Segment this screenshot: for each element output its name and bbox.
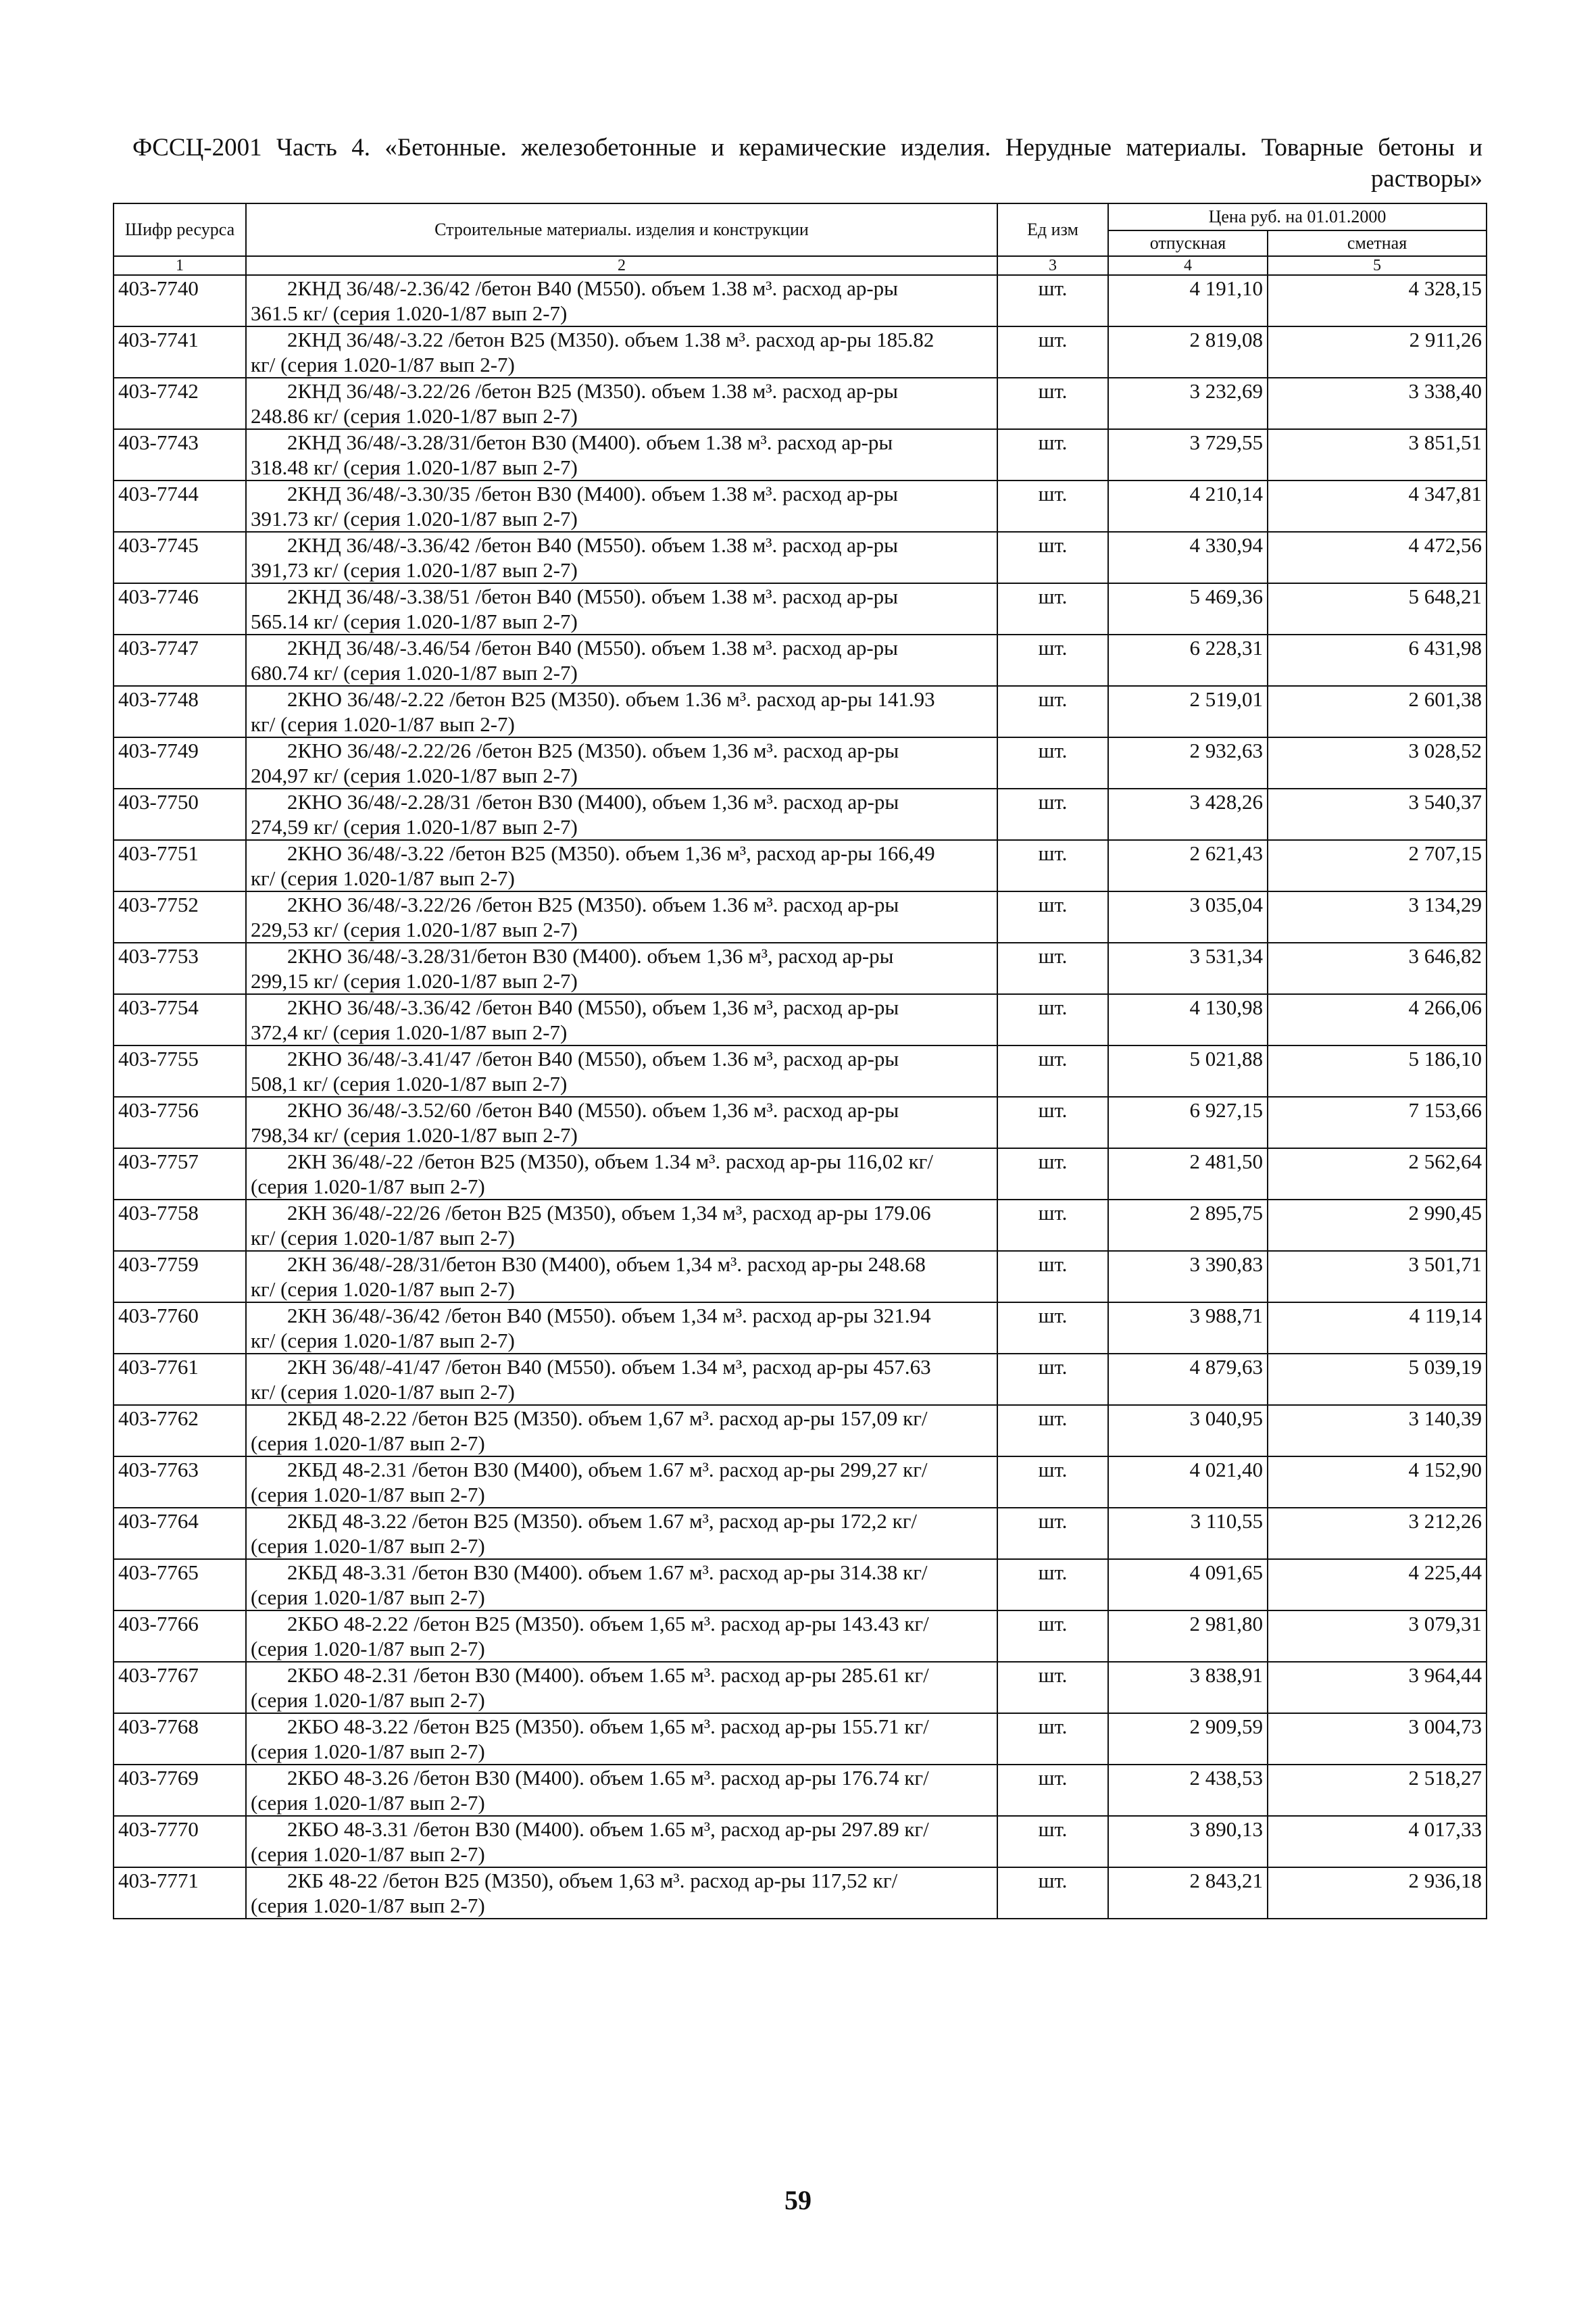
price-estimate: 7 153,66	[1268, 1097, 1487, 1148]
price-estimate: 3 212,26	[1268, 1508, 1487, 1559]
price-release: 2 909,59	[1108, 1713, 1268, 1765]
description-line-1: 2КНО 36/48/-3.22 /бетон В25 (М350). объем 1,36 м³, расход ар-ры 166,49	[287, 841, 935, 865]
price-release: 4 021,40	[1108, 1456, 1268, 1508]
table-row	[114, 275, 1487, 326]
price-estimate: 2 707,15	[1268, 840, 1487, 891]
resource-code: 403-7768	[114, 1713, 246, 1765]
material-description	[246, 1867, 997, 1919]
table-body	[114, 275, 1487, 1919]
material-description	[246, 1405, 997, 1456]
description-line-1: 2КНО 36/48/-2.22 /бетон В25 (М350). объем 1.36 м³. расход ар-ры 141.93	[287, 687, 935, 711]
resource-code: 403-7753	[114, 943, 246, 994]
material-description	[246, 1200, 997, 1251]
col-number-5: 5	[1268, 256, 1487, 275]
unit-of-measure: шт.	[997, 1867, 1108, 1919]
table-row	[114, 1713, 1487, 1765]
price-estimate: 2 911,26	[1268, 326, 1487, 378]
resource-code: 403-7746	[114, 583, 246, 635]
price-release: 2 438,53	[1108, 1765, 1268, 1816]
col-header-code: Шифр ресурса	[114, 203, 246, 256]
material-description	[246, 1045, 997, 1097]
unit-of-measure: шт.	[997, 326, 1108, 378]
resource-code: 403-7755	[114, 1045, 246, 1097]
material-description	[246, 1765, 997, 1816]
price-release: 2 981,80	[1108, 1610, 1268, 1662]
price-estimate: 4 119,14	[1268, 1302, 1487, 1354]
col-header-price-release: отпускная	[1108, 230, 1268, 256]
material-description	[246, 1097, 997, 1148]
material-description	[246, 481, 997, 532]
table-row	[114, 1867, 1487, 1919]
unit-of-measure: шт.	[997, 1097, 1108, 1148]
col-number-3: 3	[997, 256, 1108, 275]
unit-of-measure: шт.	[997, 1713, 1108, 1765]
resource-code: 403-7748	[114, 686, 246, 737]
resource-code: 403-7747	[114, 635, 246, 686]
resource-code: 403-7771	[114, 1867, 246, 1919]
unit-of-measure: шт.	[997, 275, 1108, 326]
col-header-name: Строительные материалы. изделия и конструкции	[246, 203, 997, 256]
resource-code: 403-7756	[114, 1097, 246, 1148]
table-row	[114, 1816, 1487, 1867]
table-row	[114, 1045, 1487, 1097]
description-line-1: 2КНД 36/48/-3.30/35 /бетон В30 (М400). объем 1.38 м³. расход ар-ры	[287, 482, 899, 506]
price-release: 2 819,08	[1108, 326, 1268, 378]
description-line-2: кг/ (серия 1.020-1/87 вып 2-7)	[251, 1380, 515, 1404]
price-estimate: 2 518,27	[1268, 1765, 1487, 1816]
material-description	[246, 1713, 997, 1765]
description-line-2: кг/ (серия 1.020-1/87 вып 2-7)	[251, 1226, 515, 1250]
price-release: 4 210,14	[1108, 481, 1268, 532]
resource-code: 403-7745	[114, 532, 246, 583]
price-estimate: 3 851,51	[1268, 429, 1487, 481]
unit-of-measure: шт.	[997, 635, 1108, 686]
description-line-2: (серия 1.020-1/87 вып 2-7)	[251, 1894, 485, 1917]
unit-of-measure: шт.	[997, 840, 1108, 891]
table-row	[114, 994, 1487, 1045]
price-release: 3 428,26	[1108, 789, 1268, 840]
table-row	[114, 1097, 1487, 1148]
resource-code: 403-7740	[114, 275, 246, 326]
table-row	[114, 1302, 1487, 1354]
table-row	[114, 1200, 1487, 1251]
description-line-1: 2КНО 36/48/-2.22/26 /бетон В25 (М350). объем 1,36 м³. расход ар-ры	[287, 739, 899, 762]
unit-of-measure: шт.	[997, 1508, 1108, 1559]
description-line-1: 2КБД 48-3.22 /бетон В25 (М350). объем 1.67 м³, расход ар-ры 172,2 кг/	[287, 1509, 918, 1533]
description-line-2: (серия 1.020-1/87 вып 2-7)	[251, 1585, 485, 1609]
description-line-2: 248.86 кг/ (серия 1.020-1/87 вып 2-7)	[251, 404, 578, 428]
unit-of-measure: шт.	[997, 789, 1108, 840]
resource-code: 403-7743	[114, 429, 246, 481]
price-estimate: 4 152,90	[1268, 1456, 1487, 1508]
unit-of-measure: шт.	[997, 583, 1108, 635]
unit-of-measure: шт.	[997, 1456, 1108, 1508]
price-release: 6 927,15	[1108, 1097, 1268, 1148]
description-line-1: 2КБО 48-2.22 /бетон В25 (М350). объем 1,65 м³. расход ар-ры 143.43 кг/	[287, 1612, 929, 1635]
resource-code: 403-7752	[114, 891, 246, 943]
price-release: 3 729,55	[1108, 429, 1268, 481]
resource-code: 403-7760	[114, 1302, 246, 1354]
description-line-1: 2КНО 36/48/-3.41/47 /бетон В40 (М550), объем 1.36 м³, расход ар-ры	[287, 1047, 899, 1070]
description-line-1: 2КБО 48-3.26 /бетон В30 (М400). объем 1.65 м³. расход ар-ры 176.74 кг/	[287, 1766, 929, 1790]
unit-of-measure: шт.	[997, 1251, 1108, 1302]
col-header-unit: Ед изм	[997, 203, 1108, 256]
description-line-1: 2КБД 48-2.22 /бетон В25 (М350). объем 1,67 м³. расход ар-ры 157,09 кг/	[287, 1406, 928, 1430]
price-estimate: 4 225,44	[1268, 1559, 1487, 1610]
description-line-1: 2КБД 48-3.31 /бетон В30 (М400). объем 1.67 м³. расход ар-ры 314.38 кг/	[287, 1560, 928, 1584]
table-row	[114, 1662, 1487, 1713]
description-line-1: 2КНО 36/48/-3.36/42 /бетон В40 (М550), объем 1,36 м³, расход ар-ры	[287, 995, 899, 1019]
description-line-2: (серия 1.020-1/87 вып 2-7)	[251, 1842, 485, 1866]
material-description	[246, 737, 997, 789]
material-description	[246, 1456, 997, 1508]
price-release: 2 932,63	[1108, 737, 1268, 789]
resource-code: 403-7754	[114, 994, 246, 1045]
description-line-1: 2КНД 36/48/-3.38/51 /бетон В40 (М550). объем 1.38 м³. расход ар-ры	[287, 585, 899, 608]
price-release: 3 390,83	[1108, 1251, 1268, 1302]
description-line-1: 2КНД 36/48/-3.36/42 /бетон В40 (М550). объем 1.38 м³. расход ар-ры	[287, 533, 899, 557]
description-line-2: (серия 1.020-1/87 вып 2-7)	[251, 1740, 485, 1763]
price-estimate: 3 028,52	[1268, 737, 1487, 789]
unit-of-measure: шт.	[997, 532, 1108, 583]
price-release: 3 838,91	[1108, 1662, 1268, 1713]
resource-code: 403-7744	[114, 481, 246, 532]
price-estimate: 3 338,40	[1268, 378, 1487, 429]
col-number-1: 1	[114, 256, 246, 275]
resource-code: 403-7769	[114, 1765, 246, 1816]
description-line-1: 2КН 36/48/-36/42 /бетон В40 (М550). объем 1,34 м³. расход ар-ры 321.94	[287, 1304, 931, 1327]
price-release: 3 232,69	[1108, 378, 1268, 429]
description-line-1: 2КН 36/48/-22/26 /бетон В25 (М350), объем 1,34 м³, расход ар-ры 179.06	[287, 1201, 931, 1225]
table-row	[114, 481, 1487, 532]
table-row	[114, 1251, 1487, 1302]
unit-of-measure: шт.	[997, 1816, 1108, 1867]
description-line-1: 2КБ 48-22 /бетон В25 (М350), объем 1,63 м³. расход ар-ры 117,52 кг/	[287, 1869, 898, 1892]
price-estimate: 4 266,06	[1268, 994, 1487, 1045]
price-release: 3 988,71	[1108, 1302, 1268, 1354]
table-row	[114, 635, 1487, 686]
unit-of-measure: шт.	[997, 1148, 1108, 1200]
table-row	[114, 1148, 1487, 1200]
table-row	[114, 429, 1487, 481]
price-release: 4 191,10	[1108, 275, 1268, 326]
price-release: 6 228,31	[1108, 635, 1268, 686]
page-number: 59	[784, 2185, 812, 2215]
col-header-price-group: Цена руб. на 01.01.2000	[1108, 203, 1487, 230]
table-row	[114, 532, 1487, 583]
description-line-1: 2КНД 36/48/-3.22/26 /бетон В25 (М350). объем 1.38 м³. расход ар-ры	[287, 379, 899, 403]
price-estimate: 3 964,44	[1268, 1662, 1487, 1713]
description-line-2: 229,53 кг/ (серия 1.020-1/87 вып 2-7)	[251, 918, 578, 941]
unit-of-measure: шт.	[997, 1765, 1108, 1816]
table-row	[114, 737, 1487, 789]
resource-code: 403-7765	[114, 1559, 246, 1610]
unit-of-measure: шт.	[997, 1559, 1108, 1610]
price-table	[113, 203, 1487, 1919]
col-number-4: 4	[1108, 256, 1268, 275]
unit-of-measure: шт.	[997, 1662, 1108, 1713]
price-estimate: 2 936,18	[1268, 1867, 1487, 1919]
resource-code: 403-7749	[114, 737, 246, 789]
material-description	[246, 943, 997, 994]
table-row	[114, 1354, 1487, 1405]
resource-code: 403-7761	[114, 1354, 246, 1405]
description-line-2: кг/ (серия 1.020-1/87 вып 2-7)	[251, 1277, 515, 1301]
price-release: 2 895,75	[1108, 1200, 1268, 1251]
unit-of-measure: шт.	[997, 378, 1108, 429]
description-line-2: 565.14 кг/ (серия 1.020-1/87 вып 2-7)	[251, 610, 578, 633]
resource-code: 403-7750	[114, 789, 246, 840]
description-line-1: 2КБО 48-2.31 /бетон В30 (М400). объем 1.65 м³. расход ар-ры 285.61 кг/	[287, 1663, 929, 1687]
price-release: 3 890,13	[1108, 1816, 1268, 1867]
table-row	[114, 326, 1487, 378]
table-row	[114, 1559, 1487, 1610]
price-release: 2 621,43	[1108, 840, 1268, 891]
description-line-2: (серия 1.020-1/87 вып 2-7)	[251, 1688, 485, 1712]
description-line-1: 2КНД 36/48/-3.22 /бетон В25 (М350). объем 1.38 м³. расход ар-ры 185.82	[287, 328, 934, 351]
description-line-2: кг/ (серия 1.020-1/87 вып 2-7)	[251, 712, 515, 736]
material-description	[246, 994, 997, 1045]
price-estimate: 3 646,82	[1268, 943, 1487, 994]
material-description	[246, 891, 997, 943]
material-description	[246, 1610, 997, 1662]
price-estimate: 5 648,21	[1268, 583, 1487, 635]
description-line-2: 299,15 кг/ (серия 1.020-1/87 вып 2-7)	[251, 969, 578, 993]
description-line-2: (серия 1.020-1/87 вып 2-7)	[251, 1431, 485, 1455]
unit-of-measure: шт.	[997, 1610, 1108, 1662]
material-description	[246, 840, 997, 891]
price-release: 5 021,88	[1108, 1045, 1268, 1097]
price-estimate: 3 140,39	[1268, 1405, 1487, 1456]
description-line-2: 391.73 кг/ (серия 1.020-1/87 вып 2-7)	[251, 507, 578, 531]
price-release: 4 130,98	[1108, 994, 1268, 1045]
price-estimate: 5 186,10	[1268, 1045, 1487, 1097]
price-estimate: 3 134,29	[1268, 891, 1487, 943]
price-release: 4 879,63	[1108, 1354, 1268, 1405]
material-description	[246, 635, 997, 686]
col-header-price-estimate: сметная	[1268, 230, 1487, 256]
material-description	[246, 789, 997, 840]
price-estimate: 3 004,73	[1268, 1713, 1487, 1765]
price-release: 2 481,50	[1108, 1148, 1268, 1200]
price-estimate: 3 501,71	[1268, 1251, 1487, 1302]
material-description	[246, 1662, 997, 1713]
resource-code: 403-7741	[114, 326, 246, 378]
description-line-2: (серия 1.020-1/87 вып 2-7)	[251, 1534, 485, 1558]
description-line-2: 391,73 кг/ (серия 1.020-1/87 вып 2-7)	[251, 558, 578, 582]
price-release: 4 091,65	[1108, 1559, 1268, 1610]
price-estimate: 3 079,31	[1268, 1610, 1487, 1662]
table-row	[114, 943, 1487, 994]
resource-code: 403-7767	[114, 1662, 246, 1713]
resource-code: 403-7770	[114, 1816, 246, 1867]
material-description	[246, 1559, 997, 1610]
description-line-2: кг/ (серия 1.020-1/87 вып 2-7)	[251, 1329, 515, 1352]
unit-of-measure: шт.	[997, 1354, 1108, 1405]
price-estimate: 2 562,64	[1268, 1148, 1487, 1200]
price-estimate: 4 017,33	[1268, 1816, 1487, 1867]
description-line-1: 2КНД 36/48/-3.28/31/бетон В30 (М400). объем 1.38 м³. расход ар-ры	[287, 430, 893, 454]
price-release: 3 040,95	[1108, 1405, 1268, 1456]
resource-code: 403-7766	[114, 1610, 246, 1662]
price-release: 2 519,01	[1108, 686, 1268, 737]
unit-of-measure: шт.	[997, 1302, 1108, 1354]
description-line-2: 318.48 кг/ (серия 1.020-1/87 вып 2-7)	[251, 456, 578, 479]
description-line-1: 2КНО 36/48/-2.28/31 /бетон В30 (М400), объем 1,36 м³. расход ар-ры	[287, 790, 899, 814]
material-description	[246, 1251, 997, 1302]
table-row	[114, 1765, 1487, 1816]
material-description	[246, 1816, 997, 1867]
col-number-2: 2	[246, 256, 997, 275]
material-description	[246, 532, 997, 583]
price-estimate: 4 347,81	[1268, 481, 1487, 532]
table-row	[114, 1508, 1487, 1559]
table-row	[114, 583, 1487, 635]
material-description	[246, 378, 997, 429]
description-line-2: (серия 1.020-1/87 вып 2-7)	[251, 1175, 485, 1198]
description-line-2: 372,4 кг/ (серия 1.020-1/87 вып 2-7)	[251, 1020, 568, 1044]
page-header: ФССЦ-2001 Часть 4. «Бетонные. железобетонные и керамические изделия. Нерудные материалы. Товарные бетоны и растворы»	[132, 134, 1482, 193]
material-description	[246, 1302, 997, 1354]
table-row	[114, 1456, 1487, 1508]
material-description	[246, 326, 997, 378]
price-estimate: 4 328,15	[1268, 275, 1487, 326]
description-line-1: 2КН 36/48/-22 /бетон В25 (М350), объем 1.34 м³. расход ар-ры 116,02 кг/	[287, 1150, 933, 1173]
unit-of-measure: шт.	[997, 1200, 1108, 1251]
price-estimate: 2 601,38	[1268, 686, 1487, 737]
description-line-2: (серия 1.020-1/87 вып 2-7)	[251, 1791, 485, 1815]
description-line-1: 2КНО 36/48/-3.22/26 /бетон В25 (М350). объем 1.36 м³. расход ар-ры	[287, 893, 899, 916]
material-description	[246, 583, 997, 635]
price-estimate: 6 431,98	[1268, 635, 1487, 686]
price-release: 3 110,55	[1108, 1508, 1268, 1559]
description-line-1: 2КБО 48-3.31 /бетон В30 (М400). объем 1.65 м³, расход ар-ры 297.89 кг/	[287, 1817, 929, 1841]
description-line-2: 508,1 кг/ (серия 1.020-1/87 вып 2-7)	[251, 1072, 568, 1096]
resource-code: 403-7759	[114, 1251, 246, 1302]
unit-of-measure: шт.	[997, 1045, 1108, 1097]
description-line-2: 204,97 кг/ (серия 1.020-1/87 вып 2-7)	[251, 764, 578, 787]
unit-of-measure: шт.	[997, 1405, 1108, 1456]
material-description	[246, 1508, 997, 1559]
description-line-2: (серия 1.020-1/87 вып 2-7)	[251, 1483, 485, 1506]
resource-code: 403-7764	[114, 1508, 246, 1559]
description-line-2: 680.74 кг/ (серия 1.020-1/87 вып 2-7)	[251, 661, 578, 685]
table-row	[114, 891, 1487, 943]
resource-code: 403-7758	[114, 1200, 246, 1251]
resource-code: 403-7751	[114, 840, 246, 891]
description-line-2: 274,59 кг/ (серия 1.020-1/87 вып 2-7)	[251, 815, 578, 839]
price-release: 3 531,34	[1108, 943, 1268, 994]
price-estimate: 3 540,37	[1268, 789, 1487, 840]
resource-code: 403-7763	[114, 1456, 246, 1508]
price-release: 3 035,04	[1108, 891, 1268, 943]
description-line-1: 2КН 36/48/-41/47 /бетон В40 (М550). объем 1.34 м³, расход ар-ры 457.63	[287, 1355, 931, 1379]
table-row	[114, 840, 1487, 891]
table-row	[114, 378, 1487, 429]
description-line-2: кг/ (серия 1.020-1/87 вып 2-7)	[251, 866, 515, 890]
resource-code: 403-7757	[114, 1148, 246, 1200]
description-line-1: 2КН 36/48/-28/31/бетон В30 (М400), объем 1,34 м³. расход ар-ры 248.68	[287, 1252, 926, 1276]
resource-code: 403-7762	[114, 1405, 246, 1456]
table-row	[114, 789, 1487, 840]
table-row	[114, 1610, 1487, 1662]
unit-of-measure: шт.	[997, 481, 1108, 532]
price-estimate: 4 472,56	[1268, 532, 1487, 583]
unit-of-measure: шт.	[997, 686, 1108, 737]
description-line-1: 2КБД 48-2.31 /бетон В30 (М400), объем 1.67 м³. расход ар-ры 299,27 кг/	[287, 1458, 928, 1481]
resource-code: 403-7742	[114, 378, 246, 429]
description-line-1: 2КБО 48-3.22 /бетон В25 (М350). объем 1,65 м³. расход ар-ры 155.71 кг/	[287, 1715, 929, 1738]
material-description	[246, 1148, 997, 1200]
description-line-1: 2КНО 36/48/-3.52/60 /бетон В40 (М550). объем 1,36 м³. расход ар-ры	[287, 1098, 899, 1122]
unit-of-measure: шт.	[997, 994, 1108, 1045]
unit-of-measure: шт.	[997, 943, 1108, 994]
description-line-1: 2КНД 36/48/-2.36/42 /бетон В40 (М550). объем 1.38 м³. расход ар-ры	[287, 276, 899, 300]
table-row	[114, 686, 1487, 737]
material-description	[246, 275, 997, 326]
material-description	[246, 429, 997, 481]
price-estimate: 5 039,19	[1268, 1354, 1487, 1405]
price-release: 4 330,94	[1108, 532, 1268, 583]
material-description	[246, 686, 997, 737]
unit-of-measure: шт.	[997, 429, 1108, 481]
description-line-2: 361.5 кг/ (серия 1.020-1/87 вып 2-7)	[251, 301, 568, 325]
description-line-2: кг/ (серия 1.020-1/87 вып 2-7)	[251, 353, 515, 376]
table-row	[114, 1405, 1487, 1456]
price-estimate: 2 990,45	[1268, 1200, 1487, 1251]
unit-of-measure: шт.	[997, 737, 1108, 789]
description-line-1: 2КНД 36/48/-3.46/54 /бетон В40 (М550). объем 1.38 м³. расход ар-ры	[287, 636, 899, 660]
description-line-2: 798,34 кг/ (серия 1.020-1/87 вып 2-7)	[251, 1123, 578, 1147]
description-line-1: 2КНО 36/48/-3.28/31/бетон В30 (М400). объем 1,36 м³, расход ар-ры	[287, 944, 894, 968]
material-description	[246, 1354, 997, 1405]
unit-of-measure: шт.	[997, 891, 1108, 943]
price-release: 5 469,36	[1108, 583, 1268, 635]
price-release: 2 843,21	[1108, 1867, 1268, 1919]
description-line-2: (серия 1.020-1/87 вып 2-7)	[251, 1637, 485, 1660]
